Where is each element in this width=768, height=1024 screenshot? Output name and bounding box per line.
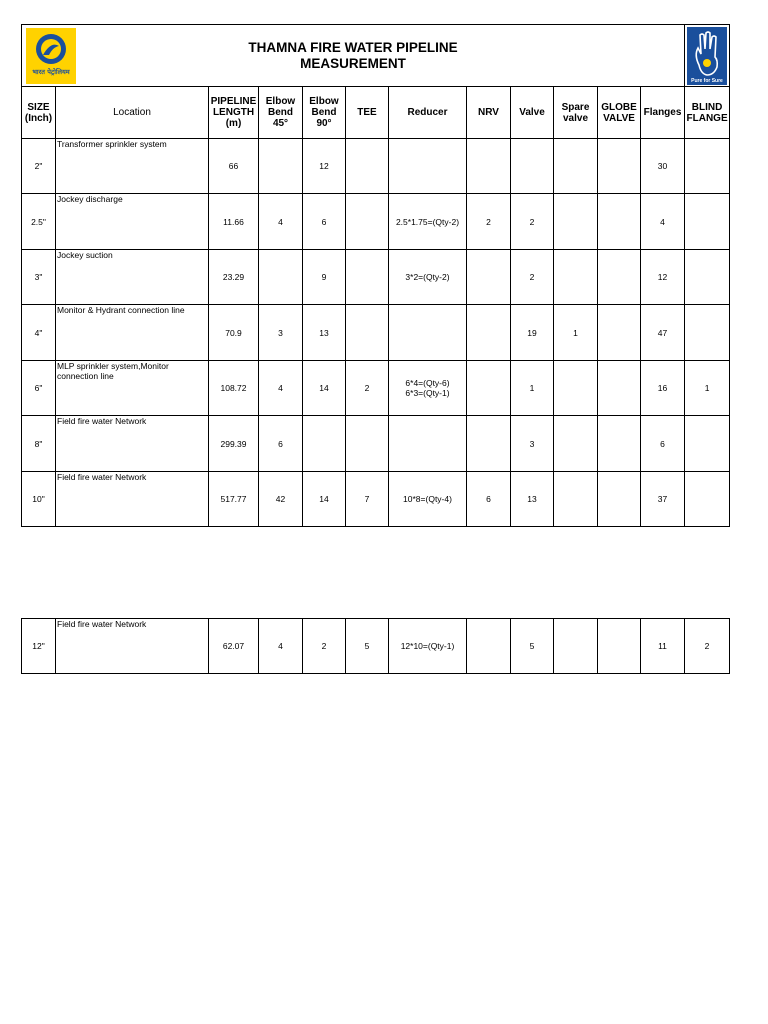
location-cell: Transformer sprinkler system (56, 139, 209, 194)
col-reducer-header: Reducer (389, 87, 467, 139)
elbow90-cell: 13 (303, 305, 346, 361)
blind-flange-cell: 1 (685, 361, 730, 416)
valve-cell: 19 (511, 305, 554, 361)
size-cell: 6" (22, 361, 56, 416)
spare-valve-cell (554, 139, 598, 194)
location-cell: MLP sprinkler system,Monitor connection line (56, 361, 209, 416)
elbow90-cell: 14 (303, 472, 346, 527)
blind-flange-cell (685, 250, 730, 305)
blind-flange-cell (685, 139, 730, 194)
size-cell: 4" (22, 305, 56, 361)
measurement-table (21, 24, 730, 527)
col-pipeline-header: PIPELINE LENGTH (m) (209, 87, 259, 139)
col-location-header: Location (56, 87, 209, 139)
reducer-cell: 12*10=(Qty-1) (389, 619, 467, 674)
reducer-cell (389, 139, 467, 194)
nrv-cell (467, 305, 511, 361)
valve-cell: 5 (511, 619, 554, 674)
flanges-cell: 47 (641, 305, 685, 361)
globe-valve-cell (598, 619, 641, 674)
size-cell: 12" (22, 619, 56, 674)
elbow45-cell: 4 (259, 619, 303, 674)
reducer-cell (389, 416, 467, 472)
valve-cell: 2 (511, 250, 554, 305)
nrv-cell (467, 361, 511, 416)
globe-valve-cell (598, 416, 641, 472)
pipeline-length-cell: 23.29 (209, 250, 259, 305)
location-cell: Jockey suction (56, 250, 209, 305)
nrv-cell (467, 619, 511, 674)
col-blind-header: BLIND FLANGE (685, 87, 730, 139)
globe-valve-cell (598, 194, 641, 250)
valve-cell: 1 (511, 361, 554, 416)
bharat-petroleum-logo (26, 28, 76, 84)
size-cell: 10" (22, 472, 56, 527)
tee-cell (346, 139, 389, 194)
globe-valve-cell (598, 139, 641, 194)
elbow45-cell: 4 (259, 194, 303, 250)
measurement-table-continued (21, 618, 730, 674)
tee-cell (346, 305, 389, 361)
reducer-cell: 2.5*1.75=(Qty-2) (389, 194, 467, 250)
valve-cell: 2 (511, 194, 554, 250)
table-row (22, 619, 730, 674)
location-cell: Jockey discharge (56, 194, 209, 250)
valve-cell (511, 139, 554, 194)
nrv-cell: 2 (467, 194, 511, 250)
spare-valve-cell (554, 416, 598, 472)
right-logo-cell (685, 25, 730, 87)
title-cell (22, 25, 685, 87)
elbow90-cell (303, 416, 346, 472)
location-cell: Field fire water Network (56, 619, 209, 674)
elbow45-cell: 4 (259, 361, 303, 416)
flanges-cell: 37 (641, 472, 685, 527)
globe-valve-cell (598, 250, 641, 305)
nrv-cell (467, 416, 511, 472)
spare-valve-cell (554, 472, 598, 527)
elbow45-cell: 3 (259, 305, 303, 361)
table-row (22, 139, 730, 194)
tee-cell (346, 250, 389, 305)
blind-flange-cell (685, 305, 730, 361)
col-elbow45-header: Elbow Bend 45° (259, 87, 303, 139)
size-cell: 2.5" (22, 194, 56, 250)
nrv-cell (467, 139, 511, 194)
reducer-cell: 6*4=(Qty-6) 6*3=(Qty-1) (389, 361, 467, 416)
elbow45-cell: 42 (259, 472, 303, 527)
col-elbow90-header: Elbow Bend 90° (303, 87, 346, 139)
col-globe-header: GLOBE VALVE (598, 87, 641, 139)
location-cell: Monitor & Hydrant connection line (56, 305, 209, 361)
col-flanges-header: Flanges (641, 87, 685, 139)
spare-valve-cell (554, 619, 598, 674)
table-row (22, 361, 730, 416)
tee-cell: 2 (346, 361, 389, 416)
table-row (22, 250, 730, 305)
pipeline-length-cell: 66 (209, 139, 259, 194)
col-nrv-header: NRV (467, 87, 511, 139)
flanges-cell: 30 (641, 139, 685, 194)
reducer-cell: 10*8=(Qty-4) (389, 472, 467, 527)
tee-cell: 7 (346, 472, 389, 527)
page-title-line1: THAMNA FIRE WATER PIPELINE (248, 39, 458, 55)
size-cell: 3" (22, 250, 56, 305)
location-cell: Field fire water Network (56, 472, 209, 527)
pipeline-length-cell: 11.66 (209, 194, 259, 250)
globe-valve-cell (598, 472, 641, 527)
elbow90-cell: 6 (303, 194, 346, 250)
flanges-cell: 4 (641, 194, 685, 250)
col-size-header: SIZE (Inch) (22, 87, 56, 139)
globe-valve-cell (598, 361, 641, 416)
reducer-cell (389, 305, 467, 361)
blind-flange-cell (685, 194, 730, 250)
elbow90-cell: 9 (303, 250, 346, 305)
flanges-cell: 6 (641, 416, 685, 472)
col-tee-header: TEE (346, 87, 389, 139)
svg-text:Pure for Sure: Pure for Sure (691, 78, 723, 84)
col-valve-header: Valve (511, 87, 554, 139)
elbow45-cell: 6 (259, 416, 303, 472)
blind-flange-cell (685, 472, 730, 527)
table-row (22, 194, 730, 250)
elbow90-cell: 14 (303, 361, 346, 416)
location-cell: Field fire water Network (56, 416, 209, 472)
size-cell: 8" (22, 416, 56, 472)
blind-flange-cell (685, 416, 730, 472)
nrv-cell: 6 (467, 472, 511, 527)
table-row (22, 416, 730, 472)
table-row (22, 305, 730, 361)
elbow90-cell: 2 (303, 619, 346, 674)
nrv-cell (467, 250, 511, 305)
elbow90-cell: 12 (303, 139, 346, 194)
tee-cell (346, 416, 389, 472)
pure-for-sure-logo (687, 27, 727, 85)
size-cell: 2" (22, 139, 56, 194)
tee-cell (346, 194, 389, 250)
tee-cell: 5 (346, 619, 389, 674)
spare-valve-cell (554, 250, 598, 305)
col-spare-header: Spare valve (554, 87, 598, 139)
spare-valve-cell (554, 194, 598, 250)
valve-cell: 13 (511, 472, 554, 527)
page-title-line2: MEASUREMENT (300, 55, 406, 71)
header-row (22, 87, 730, 139)
svg-text:भारत पेट्रोलियम: भारत पेट्रोलियम (32, 68, 70, 76)
globe-valve-cell (598, 305, 641, 361)
pipeline-length-cell: 62.07 (209, 619, 259, 674)
flanges-cell: 12 (641, 250, 685, 305)
flanges-cell: 11 (641, 619, 685, 674)
pipeline-length-cell: 108.72 (209, 361, 259, 416)
title-row (22, 25, 730, 87)
blind-flange-cell: 2 (685, 619, 730, 674)
flanges-cell: 16 (641, 361, 685, 416)
spare-valve-cell (554, 361, 598, 416)
pipeline-length-cell: 299.39 (209, 416, 259, 472)
table-row (22, 472, 730, 527)
elbow45-cell (259, 139, 303, 194)
elbow45-cell (259, 250, 303, 305)
spare-valve-cell: 1 (554, 305, 598, 361)
valve-cell: 3 (511, 416, 554, 472)
pipeline-length-cell: 517.77 (209, 472, 259, 527)
reducer-cell: 3*2=(Qty-2) (389, 250, 467, 305)
pipeline-length-cell: 70.9 (209, 305, 259, 361)
